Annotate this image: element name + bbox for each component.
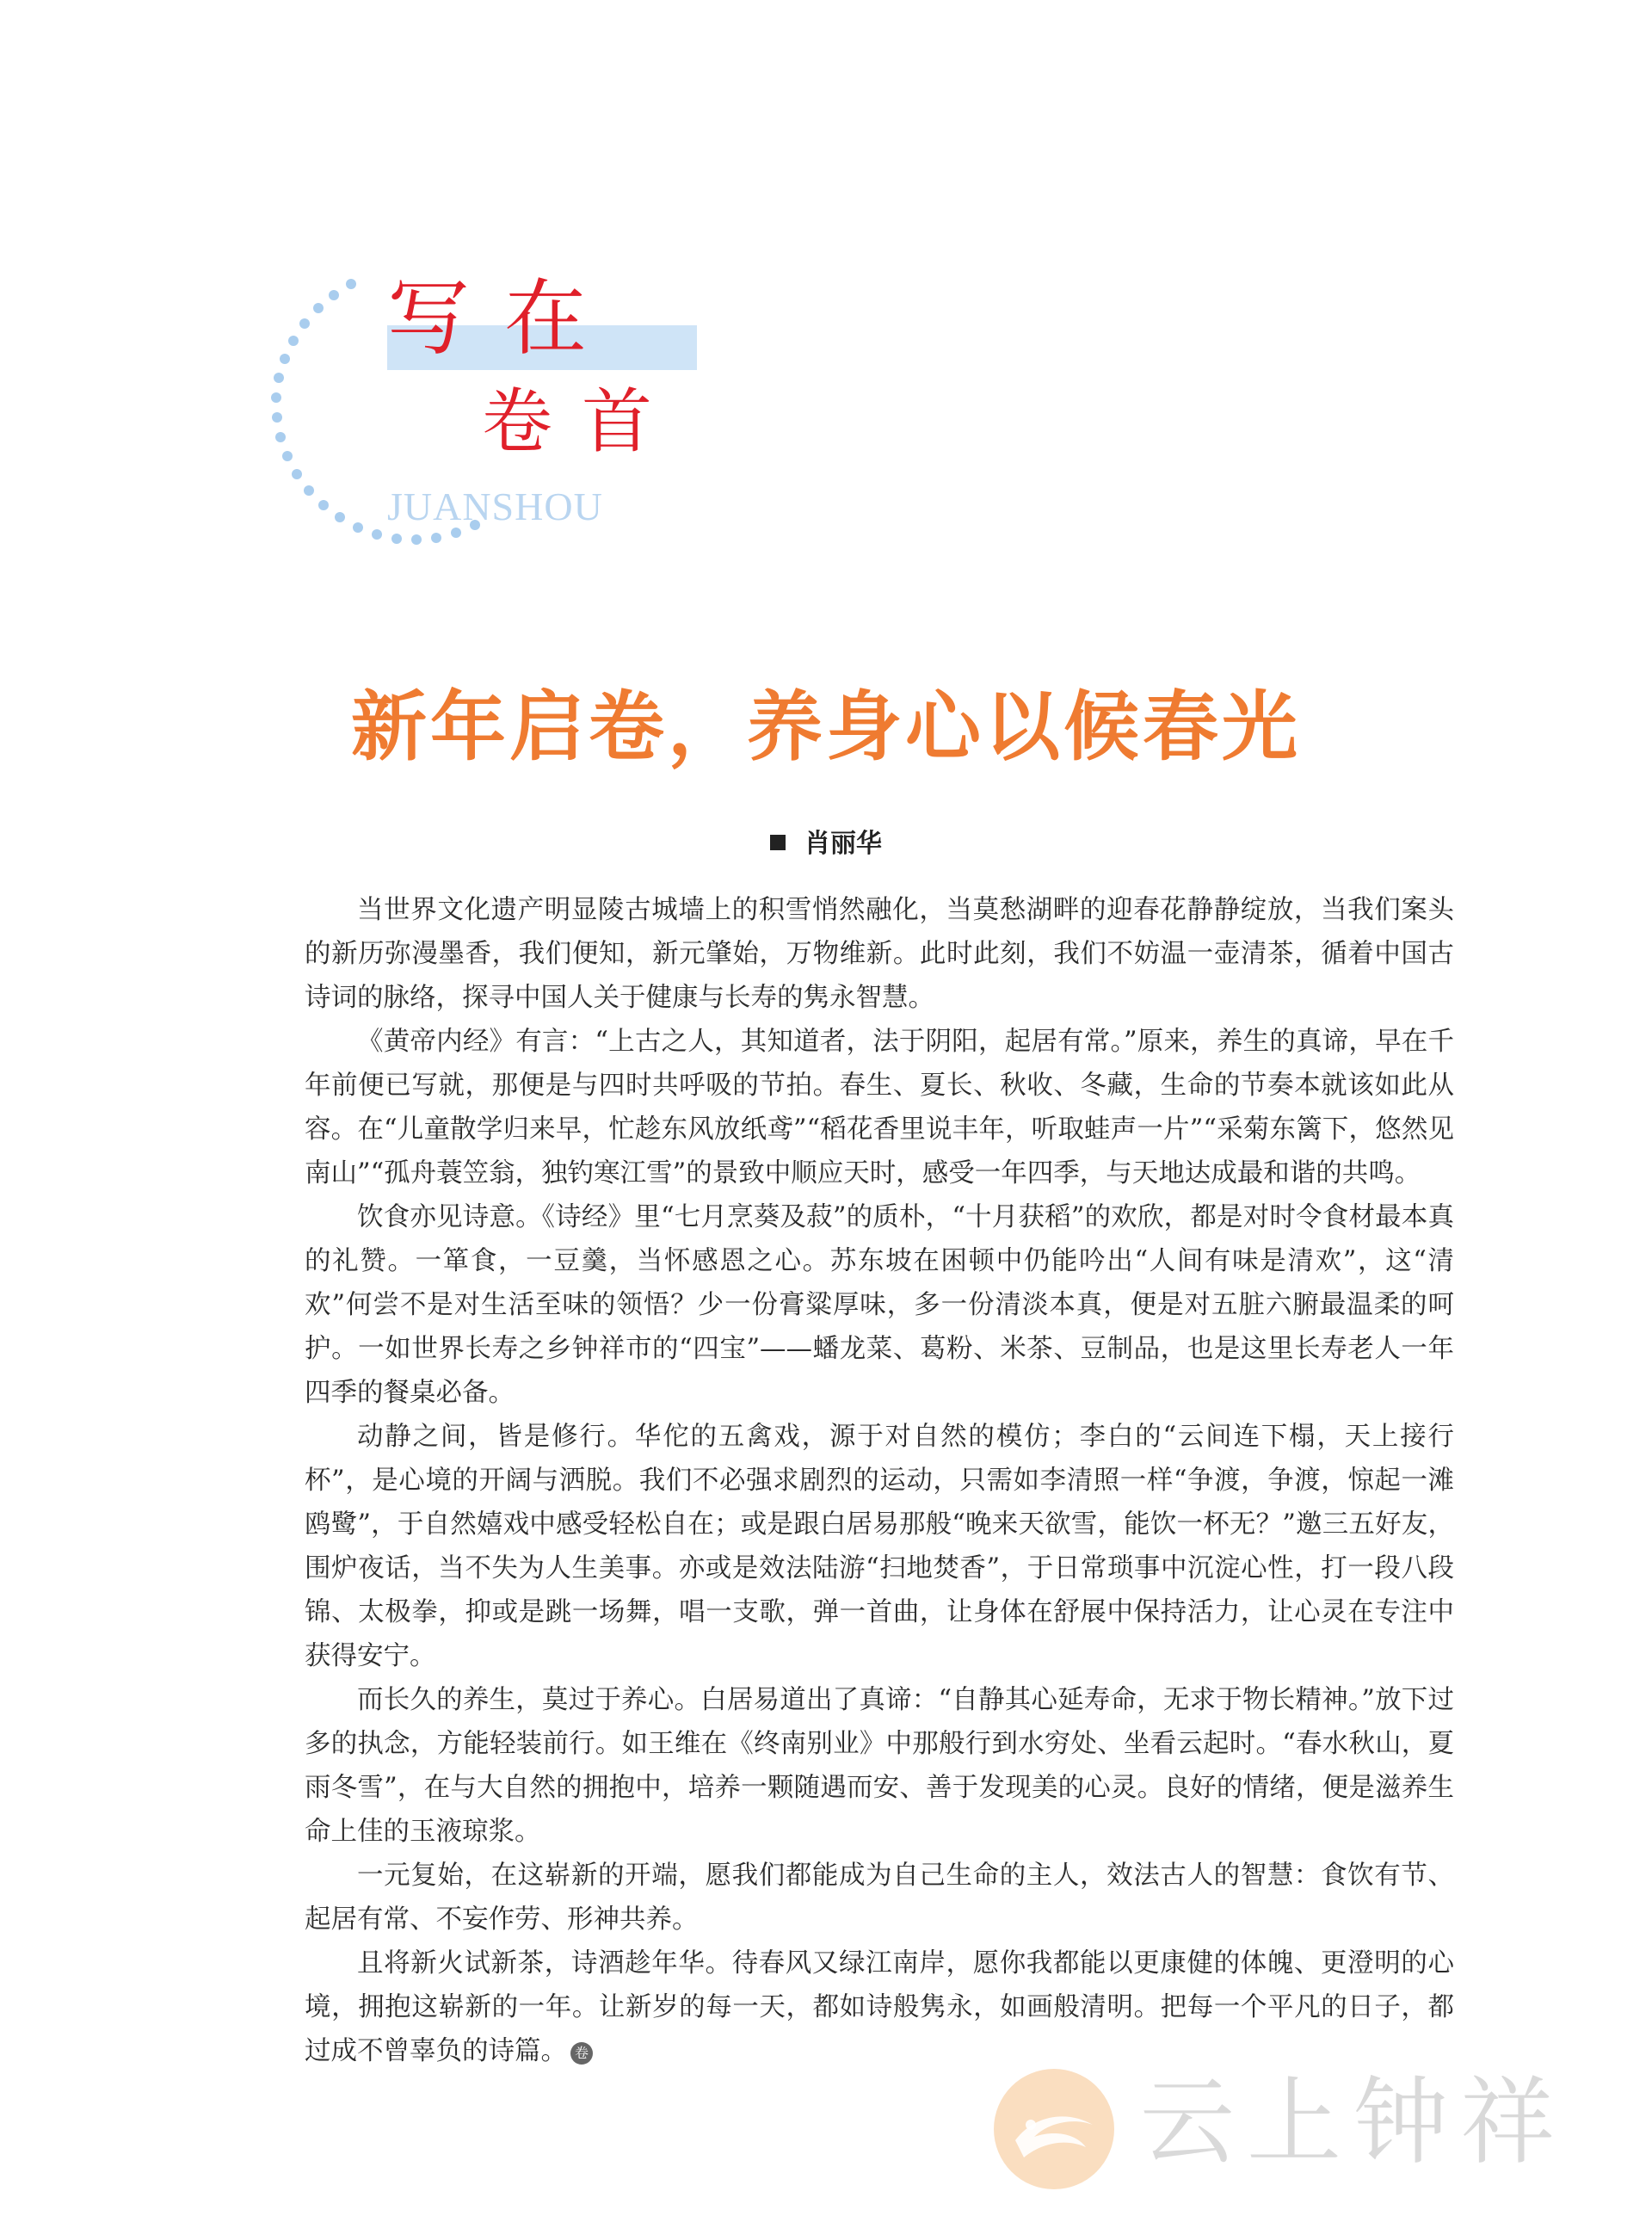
- paragraph: 《黄帝内经》有言：“上古之人，其知道者，法于阴阳，起居有常。”原来，养生的真谛，早在千年前便已写就，那便是与四时共呼吸的节拍。春生、夏长、秋收、冬藏，生命的节奏本就该如此从容。在“儿童散学归来早，忙趁东风放纸鸢”“稻花香里说丰年，听取蛙声一片”“采菊东篱下，悠然见南山”“孤舟蓑笠翁，独钓寒江雪”的景致中顺应天时，感受一年四季，与天地达成最和谐的共鸣。: [305, 1027, 1454, 1188]
- paragraph: 而长久的养生，莫过于养心。白居易道出了真谛：“自静其心延寿命，无求于物长精神。”放下过多的执念，方能轻装前行。如王维在《终南别业》中那般行到水穷处、坐看云起时。“春水秋山，夏雨冬雪”，在与大自然的拥抱中，培养一颗随遇而安、善于发现美的心灵。良好的情绪，便是滋养生命上佳的玉液琼浆。: [305, 1685, 1454, 1847]
- article-body: [305, 888, 1454, 2073]
- square-bullet-icon: [770, 835, 786, 850]
- paragraph: 一元复始，在这崭新的开端，愿我们都能成为自己生命的主人，效法古人的智慧：食饮有节、起居有常、不妄作劳、形神共养。: [305, 1861, 1454, 1935]
- column-title-line1: 写在: [387, 270, 621, 367]
- column-header: [250, 258, 731, 602]
- watermark: [989, 2061, 1643, 2199]
- end-mark-icon: 卷: [570, 2042, 593, 2065]
- byline: [0, 822, 1652, 860]
- paragraph: 动静之间，皆是修行。华佗的五禽戏，源于对自然的模仿；李白的“云间连下榻，天上接行杯”，是心境的开阔与洒脱。我们不必强求剧烈的运动，只需如李清照一样“争渡，争渡，惊起一滩鸥鹭”，于自然嬉戏中感受轻松自在；或是跟白居易那般“晚来天欲雪，能饮一杯无？”邀三五好友，围炉夜话，当不失为人生美事。亦或是效法陆游“扫地焚香”，于日常琐事中沉淀心性，打一段八段锦、太极拳，抑或是跳一场舞，唱一支歌，弹一首曲，让身体在舒展中保持活力，让心灵在专注中获得安宁。: [305, 1422, 1454, 1671]
- column-pinyin: JUANSHOU: [387, 485, 603, 528]
- cloud-logo-icon: [989, 2065, 1119, 2194]
- paragraph-text: 且将新火试新茶，诗酒趁年华。待春风又绿江南岸，愿你我都能以更康健的体魄、更澄明的心境，拥抱这崭新的一年。让新岁的每一天，都如诗般隽永，如画般清明。把每一个平凡的日子，都过成不曾辜负的诗篇。: [305, 1948, 1454, 2066]
- watermark-text: 云上钟祥: [1140, 2067, 1567, 2177]
- paragraph: 当世界文化遗产明显陵古城墙上的积雪悄然融化，当莫愁湖畔的迎春花静静绽放，当我们案头的新历弥漫墨香，我们便知，新元肇始，万物维新。此时此刻，我们不妨温一壶清茶，循着中国古诗词的脉络，探寻中国人关于健康与长寿的隽永智慧。: [305, 895, 1454, 1013]
- article-title: 新年启卷，养身心以候春光: [350, 682, 1301, 771]
- author-name: 肖丽华: [804, 829, 882, 859]
- column-title-line2: 卷首: [482, 381, 682, 463]
- paragraph: 饮食亦见诗意。《诗经》里“七月烹葵及菽”的质朴，“十月获稻”的欢欣，都是对时令食材最本真的礼赞。一箪食，一豆羹，当怀感恩之心。苏东坡在困顿中仍能吟出“人间有味是清欢”，这“清欢”何尝不是对生活至味的领悟？少一份膏粱厚味，多一份清淡本真，便是对五脏六腑最温柔的呵护。一如世界长寿之乡钟祥市的“四宝”——蟠龙菜、葛粉、米茶、豆制品，也是这里长寿老人一年四季的餐桌必备。: [305, 1202, 1454, 1408]
- paragraph-last: [305, 1941, 1454, 2073]
